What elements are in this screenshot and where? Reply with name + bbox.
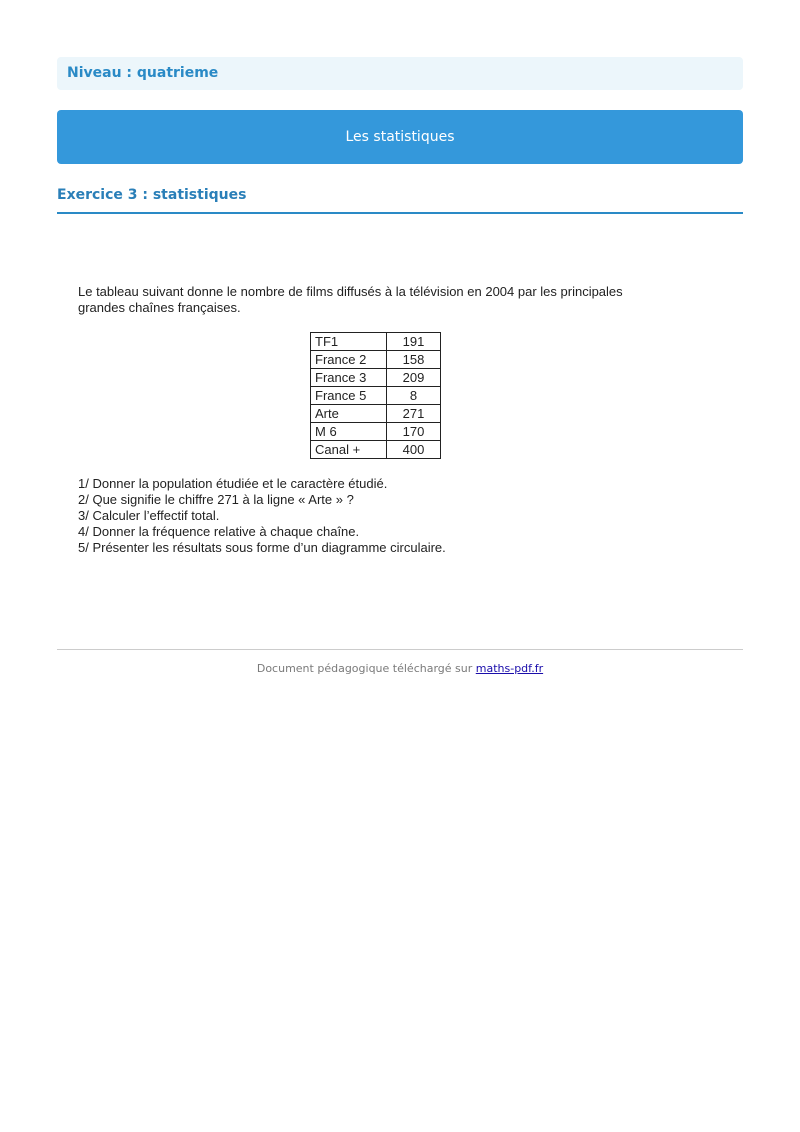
- channel-cell: Canal +: [311, 441, 387, 459]
- table-row: [311, 387, 441, 405]
- exercise-body: [78, 284, 718, 556]
- intro-line-2: grandes chaînes françaises.: [78, 300, 241, 315]
- table-row: [311, 441, 441, 459]
- channel-cell: M 6: [311, 423, 387, 441]
- films-count-cell: 8: [387, 387, 441, 405]
- question-list: [78, 476, 718, 556]
- channel-cell: France 5: [311, 387, 387, 405]
- films-count-cell: 191: [387, 333, 441, 351]
- channel-cell: Arte: [311, 405, 387, 423]
- table-row: [311, 405, 441, 423]
- level-label: Niveau : quatrieme: [57, 57, 743, 90]
- question-item: 5/ Présenter les résultats sous forme d’un diagramme circulaire.: [78, 540, 446, 555]
- exercise-intro: [78, 284, 718, 316]
- channel-cell: France 2: [311, 351, 387, 369]
- question-item: 1/ Donner la population étudiée et le caractère étudié.: [78, 476, 388, 491]
- table-row: [311, 351, 441, 369]
- question-item: 4/ Donner la fréquence relative à chaque chaîne.: [78, 524, 360, 539]
- footer-text: Document pédagogique téléchargé sur: [256, 662, 476, 675]
- page-title: Les statistiques: [57, 110, 743, 164]
- channel-cell: France 3: [311, 369, 387, 387]
- exercise-title: Exercice 3 : statistiques: [57, 184, 743, 214]
- films-count-cell: 158: [387, 351, 441, 369]
- channel-cell: TF1: [311, 333, 387, 351]
- films-count-cell: 400: [387, 441, 441, 459]
- question-item: 2/ Que signifie le chiffre 271 à la ligne « Arte » ?: [78, 492, 354, 507]
- footer-divider: [57, 649, 743, 650]
- question-item: 3/ Calculer l’effectif total.: [78, 508, 220, 523]
- table-row: [311, 423, 441, 441]
- source-link[interactable]: maths-pdf.fr: [475, 662, 544, 675]
- films-count-cell: 170: [387, 423, 441, 441]
- footer: [57, 661, 743, 677]
- films-count-cell: 209: [387, 369, 441, 387]
- table-row: [311, 369, 441, 387]
- intro-line-1: Le tableau suivant donne le nombre de films diffusés à la télévision en 2004 par les principales: [78, 284, 623, 299]
- films-table: [310, 332, 441, 459]
- films-count-cell: 271: [387, 405, 441, 423]
- table-row: [311, 333, 441, 351]
